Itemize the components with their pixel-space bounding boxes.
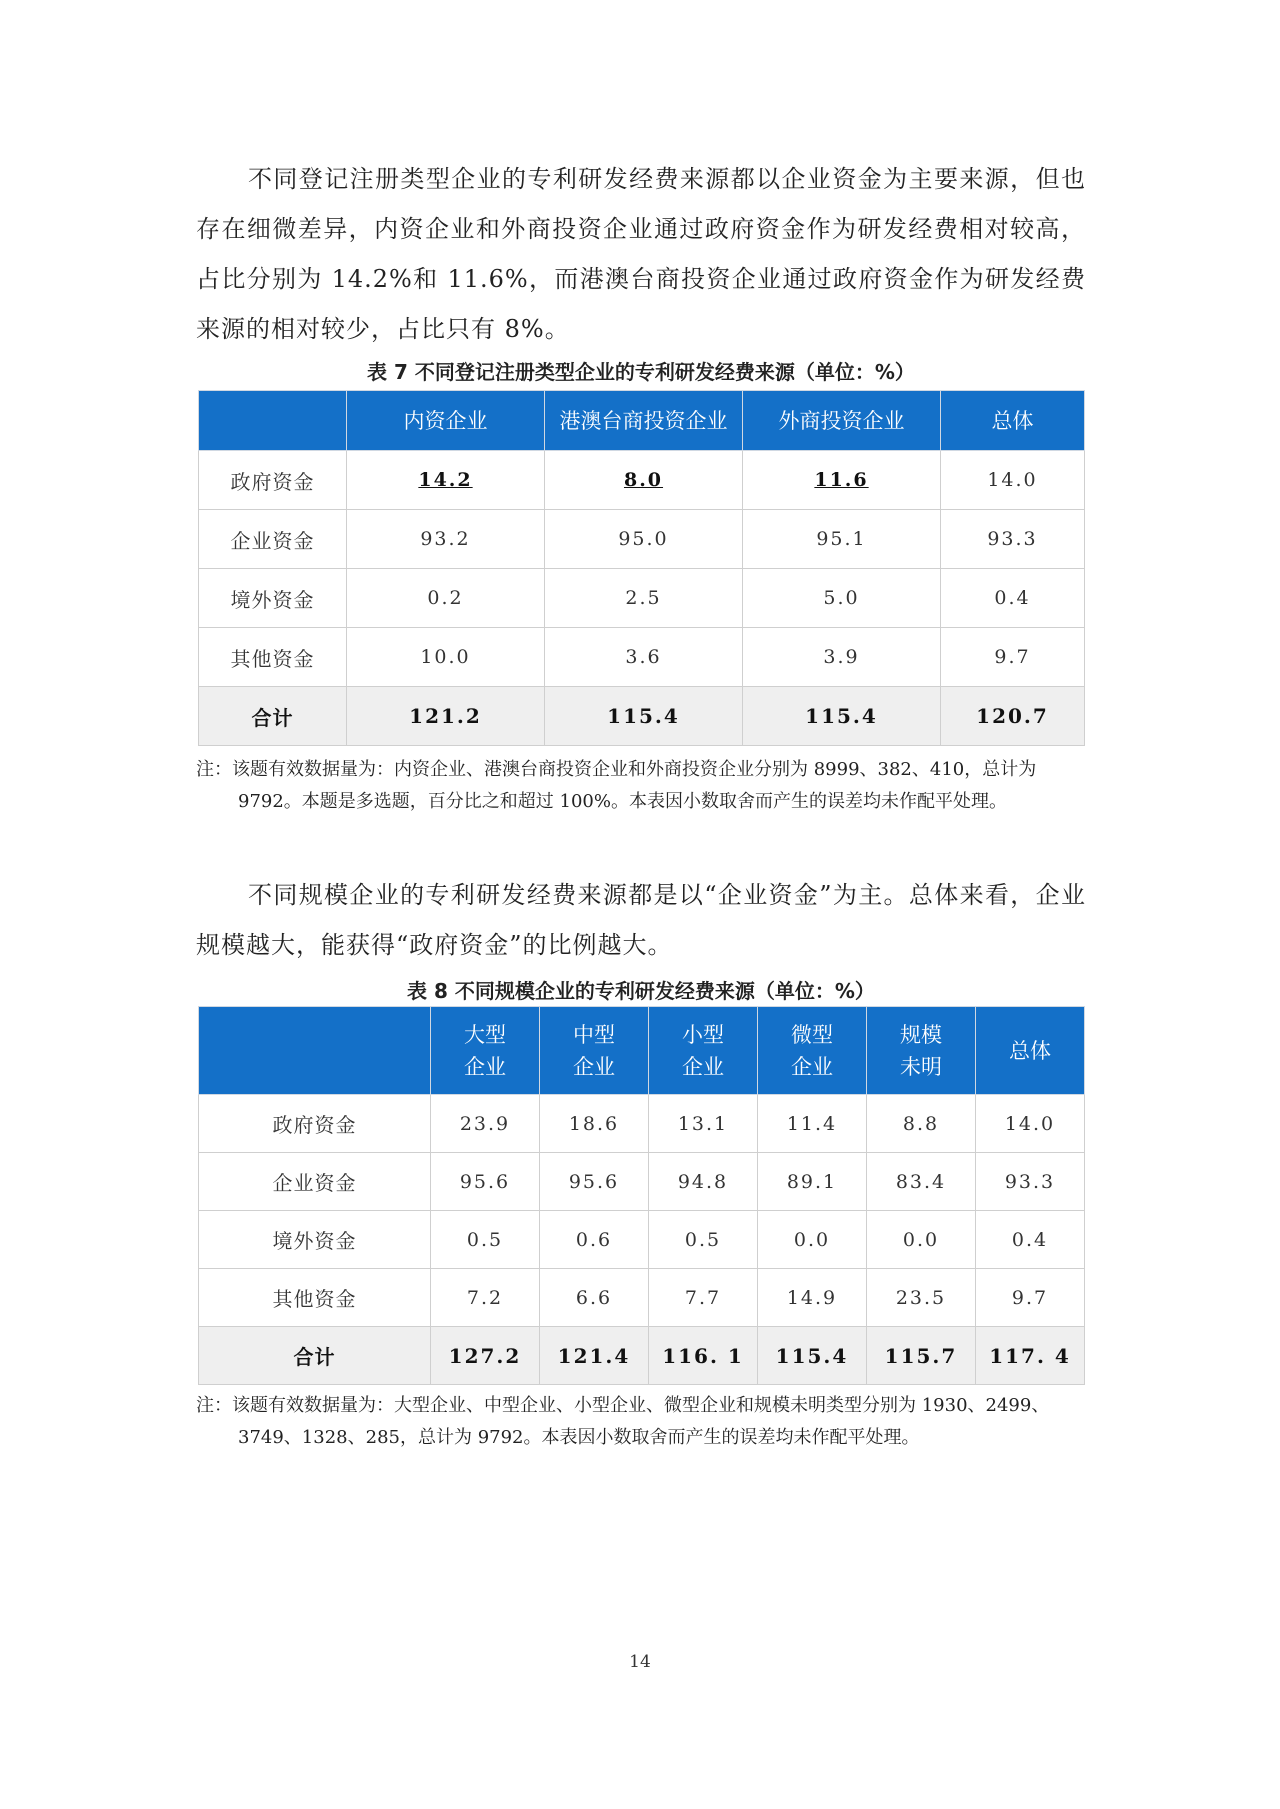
row-label: 境外资金 (199, 569, 347, 628)
cell: 0.5 (431, 1211, 540, 1269)
table8-header-small: 小型 企业 (649, 1007, 758, 1095)
cell: 9.7 (976, 1269, 1085, 1327)
table-row (199, 1153, 1085, 1211)
cell: 95.6 (431, 1153, 540, 1211)
cell: 14.0 (976, 1095, 1085, 1153)
table8-caption: 表 8 不同规模企业的专利研发经费来源（单位：%） (407, 979, 875, 1003)
cell: 9.7 (941, 628, 1085, 687)
table-row (199, 1269, 1085, 1327)
row-label: 其他资金 (199, 628, 347, 687)
cell: 3.9 (743, 628, 941, 687)
row-label: 境外资金 (199, 1211, 431, 1269)
table8-header-micro: 微型 企业 (758, 1007, 867, 1095)
cell: 14.2 (347, 451, 545, 510)
cell: 7.7 (649, 1269, 758, 1327)
cell: 0.4 (941, 569, 1085, 628)
cell: 5.0 (743, 569, 941, 628)
row-label: 合计 (199, 687, 347, 746)
cell: 23.5 (867, 1269, 976, 1327)
cell: 14.0 (941, 451, 1085, 510)
table7-header-corner (199, 391, 347, 451)
table8-header-medium: 中型 企业 (540, 1007, 649, 1095)
paragraph-registration-types: 不同登记注册类型企业的专利研发经费来源都以企业资金为主要来源，但也存在细微差异，内资企业和外商投资企业通过政府资金作为研发经费相对较高，占比分别为 14.2%和 11.6%，而港澳台商投资企业通过政府资金作为研发经费来源的相对较少，占比只有 8%。 (196, 165, 1086, 343)
cell: 0.0 (758, 1211, 867, 1269)
table7-header-domestic: 内资企业 (347, 391, 545, 451)
cell: 6.6 (540, 1269, 649, 1327)
row-label: 企业资金 (199, 1153, 431, 1211)
table7-header-row (199, 391, 1085, 451)
table7 (198, 390, 1085, 746)
table7-header-hk-macao-taiwan: 港澳台商投资企业 (545, 391, 743, 451)
cell: 93.3 (941, 510, 1085, 569)
table7-header-foreign: 外商投资企业 (743, 391, 941, 451)
table8 (198, 1006, 1085, 1385)
row-label: 合计 (199, 1327, 431, 1385)
cell: 121.4 (540, 1327, 649, 1385)
cell: 115.4 (545, 687, 743, 746)
cell: 0.2 (347, 569, 545, 628)
paragraph-enterprise-scale: 不同规模企业的专利研发经费来源都是以“企业资金”为主。总体来看，企业规模越大，能获得“政府资金”的比例越大。 (196, 881, 1086, 959)
cell: 18.6 (540, 1095, 649, 1153)
table-total-row (199, 687, 1085, 746)
table-row (199, 451, 1085, 510)
cell: 11.6 (743, 451, 941, 510)
cell: 115.4 (743, 687, 941, 746)
cell: 95.0 (545, 510, 743, 569)
cell: 93.3 (976, 1153, 1085, 1211)
cell: 116. 1 (649, 1327, 758, 1385)
row-label: 其他资金 (199, 1269, 431, 1327)
table-row (199, 569, 1085, 628)
row-label: 政府资金 (199, 451, 347, 510)
table8-header-large: 大型 企业 (431, 1007, 540, 1095)
table8-note: 注：该题有效数据量为：大型企业、中型企业、小型企业、微型企业和规模未明类型分别为 1930、2499、3749、1328、285，总计为 9792。本表因小数取舍而产生的误差均未作配平处理。 (196, 1395, 1050, 1448)
cell: 95.1 (743, 510, 941, 569)
cell: 95.6 (540, 1153, 649, 1211)
cell: 13.1 (649, 1095, 758, 1153)
row-label: 政府资金 (199, 1095, 431, 1153)
cell: 7.2 (431, 1269, 540, 1327)
cell: 115.4 (758, 1327, 867, 1385)
table8-header-row (199, 1007, 1085, 1095)
page-number: 14 (629, 1652, 651, 1672)
table-row (199, 510, 1085, 569)
table-total-row (199, 1327, 1085, 1385)
cell: 93.2 (347, 510, 545, 569)
table-row (199, 1211, 1085, 1269)
cell: 8.0 (545, 451, 743, 510)
cell: 127.2 (431, 1327, 540, 1385)
cell: 120.7 (941, 687, 1085, 746)
cell: 89.1 (758, 1153, 867, 1211)
cell: 83.4 (867, 1153, 976, 1211)
table7-note: 注：该题有效数据量为：内资企业、港澳台商投资企业和外商投资企业分别为 8999、382、410，总计为 9792。本题是多选题，百分比之和超过 100%。本表因小数取舍而产生的误差均未作配平处理。 (196, 759, 1037, 812)
cell: 3.6 (545, 628, 743, 687)
table8-header-overall: 总体 (976, 1007, 1085, 1095)
table7-header-overall: 总体 (941, 391, 1085, 451)
cell: 117. 4 (976, 1327, 1085, 1385)
row-label: 企业资金 (199, 510, 347, 569)
cell: 10.0 (347, 628, 545, 687)
table-row (199, 1095, 1085, 1153)
cell: 0.5 (649, 1211, 758, 1269)
table-row (199, 628, 1085, 687)
cell: 94.8 (649, 1153, 758, 1211)
table7-caption: 表 7 不同登记注册类型企业的专利研发经费来源（单位：%） (367, 360, 915, 384)
cell: 115.7 (867, 1327, 976, 1385)
cell: 23.9 (431, 1095, 540, 1153)
cell: 14.9 (758, 1269, 867, 1327)
cell: 0.0 (867, 1211, 976, 1269)
cell: 11.4 (758, 1095, 867, 1153)
cell: 0.6 (540, 1211, 649, 1269)
cell: 121.2 (347, 687, 545, 746)
table8-header-corner (199, 1007, 431, 1095)
cell: 0.4 (976, 1211, 1085, 1269)
table8-header-unknown-scale: 规模 未明 (867, 1007, 976, 1095)
cell: 8.8 (867, 1095, 976, 1153)
cell: 2.5 (545, 569, 743, 628)
